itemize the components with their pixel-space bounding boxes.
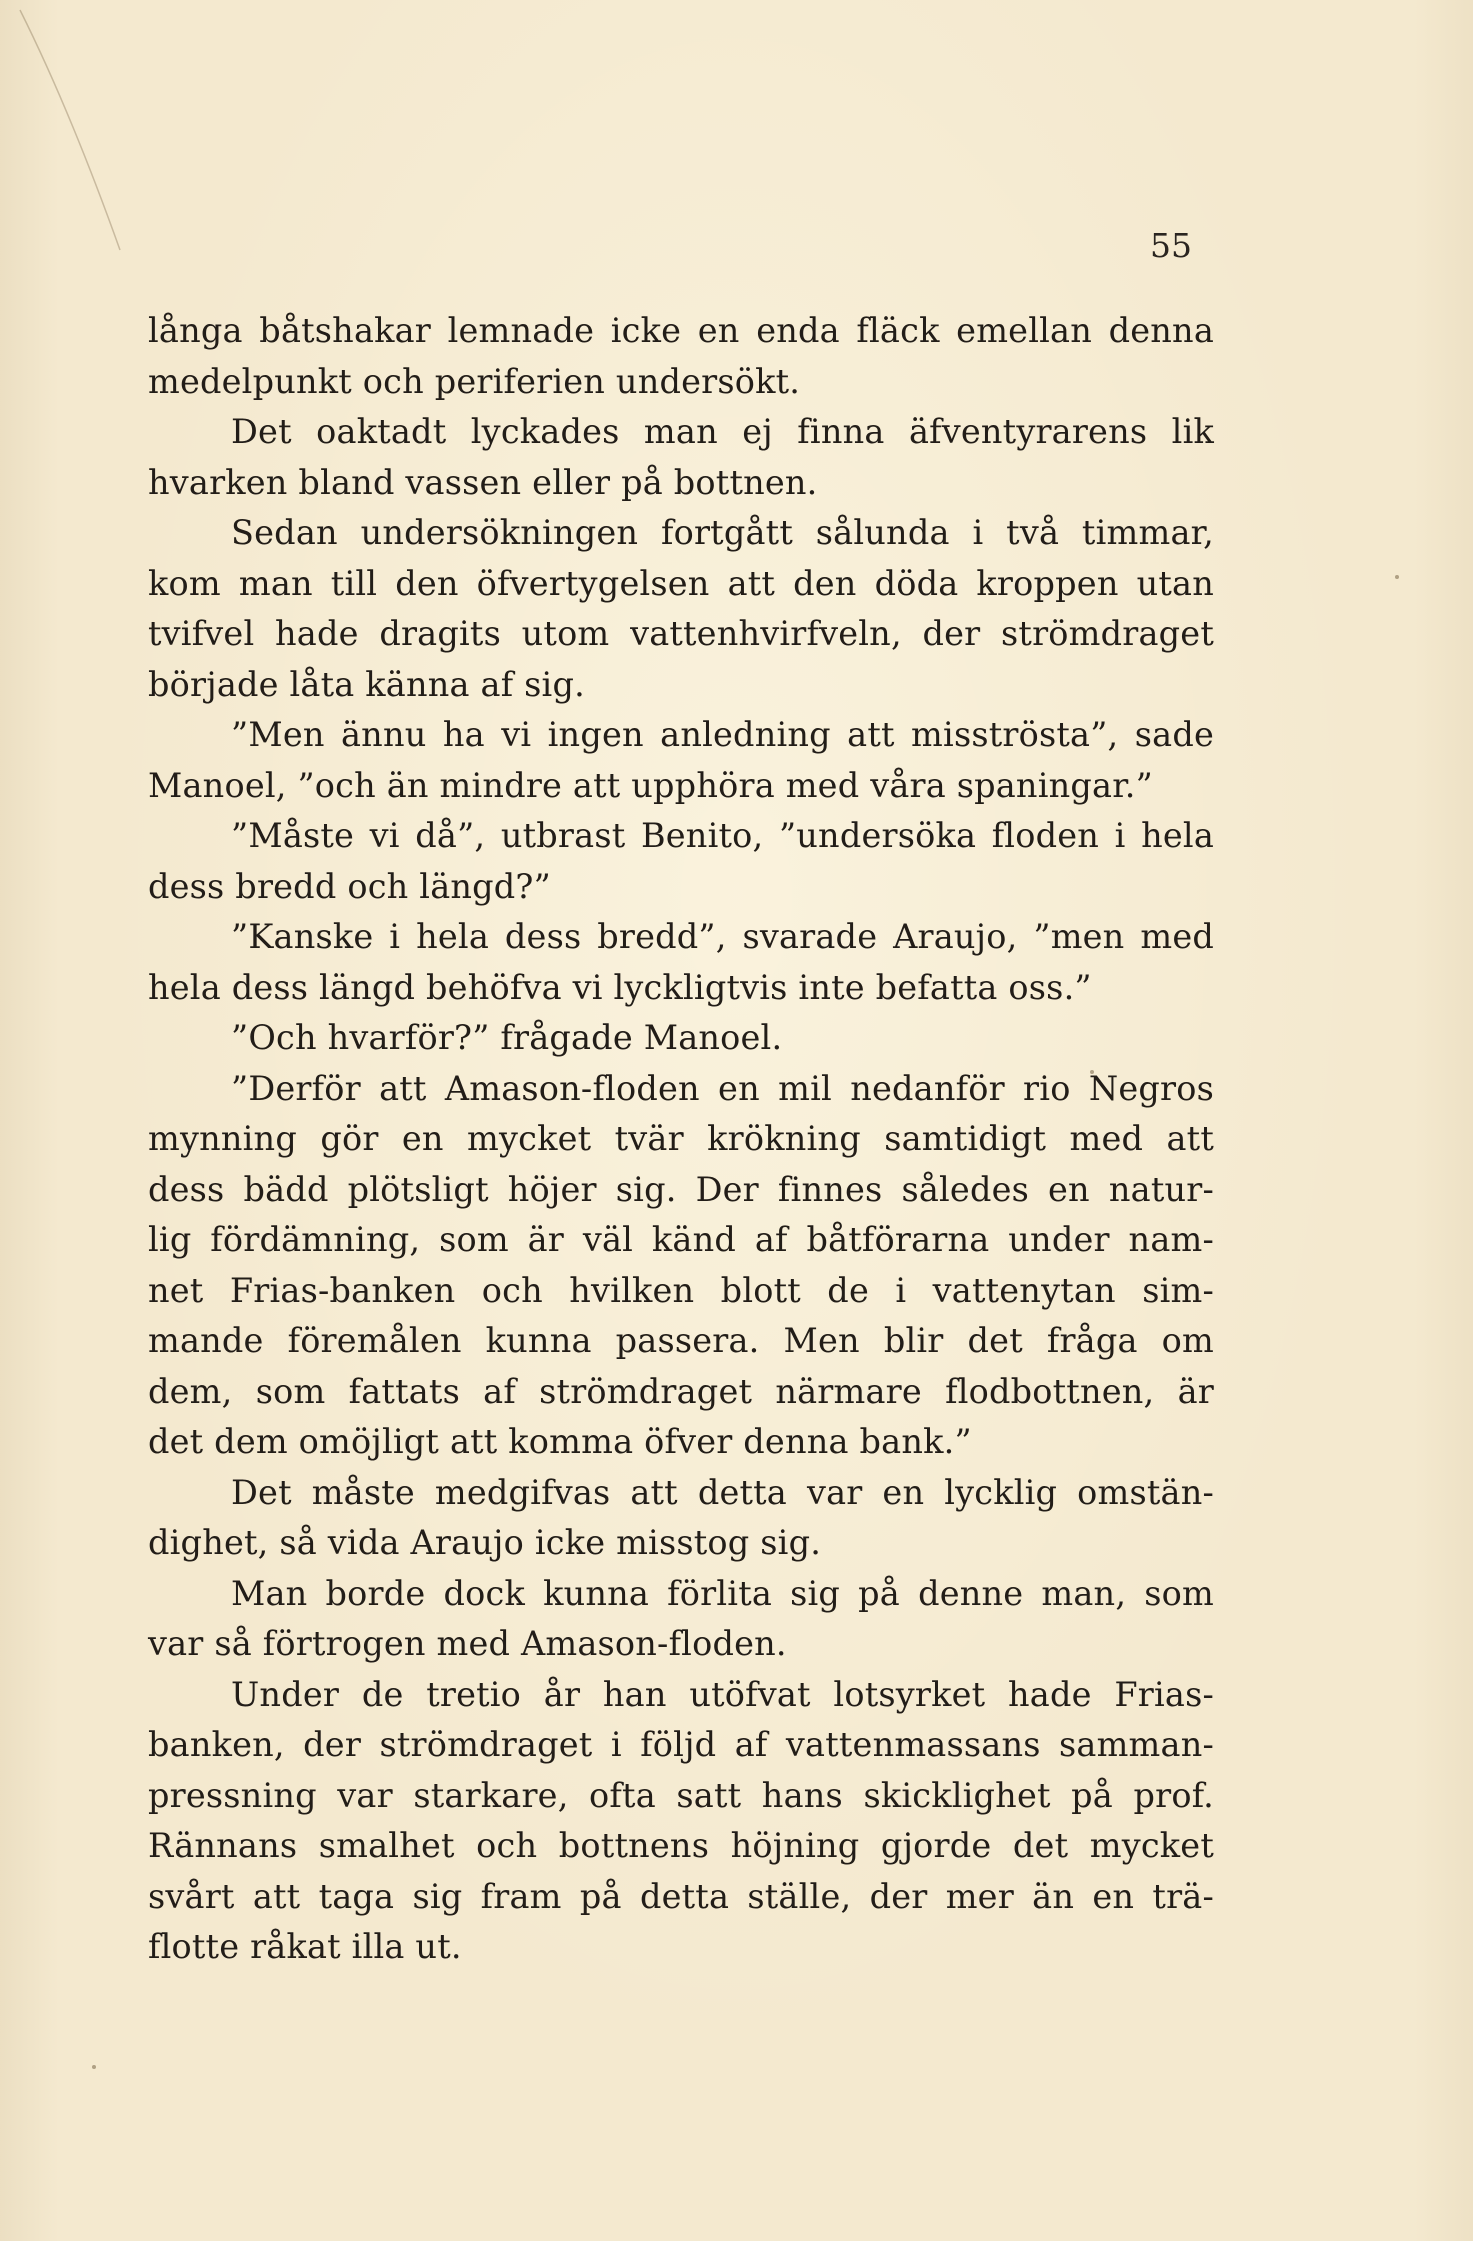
text-line: mande föremålen kunna passera. Men blir det fråga om [148, 1321, 1214, 1360]
text-line: dess bredd och längd?” [148, 866, 551, 906]
text-line: Manoel, ”och än mindre att upphöra med våra spaningar.” [148, 765, 1153, 805]
text-line: långa båtshakar lemnade icke en enda fläck emellan denna [148, 311, 1214, 350]
text-line: dess bädd plötsligt höjer sig. Der finnes således en natur- [148, 1169, 1214, 1209]
text-line: hela dess längd behöfva vi lyckligtvis inte befatta oss.” [148, 967, 1092, 1007]
text-line: lig fördämning, som är väl känd af båtförarna under nam- [148, 1220, 1214, 1259]
page-number: 55 [1150, 226, 1192, 265]
text-line: var så förtrogen med Amason-floden. [148, 1624, 787, 1663]
text-line: mynning gör en mycket tvär krökning samtidigt med att [148, 1119, 1214, 1158]
text-line: det dem omöjligt att komma öfver denna bank.” [148, 1422, 972, 1461]
paper-speck [1395, 575, 1399, 579]
text-line: Det måste medgifvas att detta var en lycklig omstän- [231, 1472, 1214, 1512]
text-line: dem, som fattats af strömdraget närmare flodbottnen, är [148, 1371, 1214, 1411]
text-line: banken, der strömdraget i följd af vattenmassans samman- [148, 1725, 1214, 1764]
paper-speck [92, 2065, 96, 2069]
text-line: medelpunkt och periferien undersökt. [148, 361, 801, 401]
text-line: ”Kanske i hela dess bredd”, svarade Araujo, ”men med [231, 917, 1214, 956]
text-line: pressning var starkare, ofta satt hans skicklighet på prof. [148, 1775, 1214, 1815]
page-crease-mark [0, 0, 200, 260]
text-line: Under de tretio år han utöfvat lotsyrket hade Frias- [231, 1674, 1214, 1714]
text-line: Man borde dock kunna förlita sig på denne man, som [231, 1573, 1214, 1613]
text-line: kom man till den öfvertygelsen att den döda kroppen utan [148, 563, 1214, 603]
text-line: ”Men ännu ha vi ingen anledning att misströsta”, sade [231, 715, 1214, 754]
text-line: ”Måste vi då”, utbrast Benito, ”undersöka floden i hela [231, 816, 1214, 855]
text-line: Sedan undersökningen fortgått sålunda i två timmar, [231, 513, 1214, 552]
text-line: svårt att taga sig fram på detta ställe, der mer än en trä- [148, 1876, 1214, 1916]
text-line: tvifvel hade dragits utom vattenhvirfveln, der strömdraget [148, 614, 1214, 653]
text-line: Det oaktadt lyckades man ej finna äfventyrarens lik [231, 412, 1214, 451]
text-line: net Frias-banken och hvilken blott de i vattenytan sim- [148, 1270, 1214, 1310]
text-line: ”Derför att Amason-floden en mil nedanför rio Negros [231, 1068, 1214, 1108]
body-text [148, 306, 1214, 1973]
text-line: började låta känna af sig. [148, 664, 585, 704]
text-line: ”Och hvarför?” frågade Manoel. [231, 1018, 783, 1057]
text-line: hvarken bland vassen eller på bottnen. [148, 462, 818, 502]
text-line: Rännans smalhet och bottnens höjning gjorde det mycket [148, 1826, 1214, 1865]
text-line: flotte råkat illa ut. [148, 1927, 462, 1966]
text-line: dighet, så vida Araujo icke misstog sig. [148, 1523, 822, 1562]
